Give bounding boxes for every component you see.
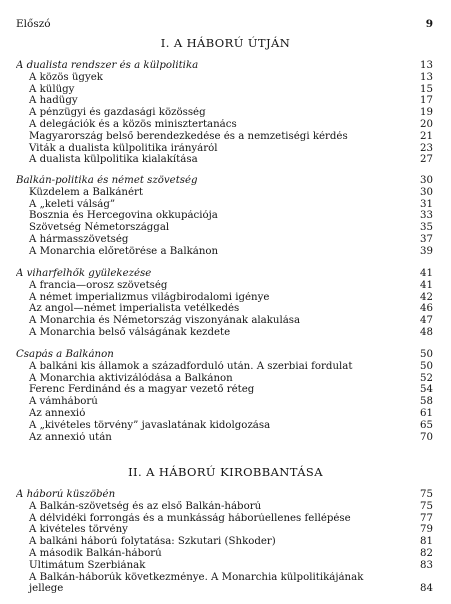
toc-entry: A balkáni kis államok a századforduló után. A szerbiai fordulat 50 — [29, 360, 433, 372]
toc-entry: A hadügy 17 — [29, 95, 433, 107]
toc-entry: A külügy 15 — [29, 83, 433, 95]
toc-section — [16, 489, 433, 595]
toc-entry: A balkáni háború folytatása: Szkutari (Shkoder) 81 — [29, 536, 433, 548]
toc-entry: A közös ügyek 13 — [29, 71, 433, 83]
toc-entry: A dualista külpolitika kialakítása 27 — [29, 154, 433, 166]
toc-entry: A kivételes törvény 79 — [29, 524, 433, 536]
preface-page-number: 9 — [425, 18, 433, 30]
toc-entry: A pénzügyi és gazdasági közösség 19 — [29, 107, 433, 119]
toc-entry: Ferenc Ferdinánd és a magyar vezető réteg 54 — [29, 384, 433, 396]
section-heading: Balkán-politika és német szövetség 30 — [16, 175, 433, 186]
toc-entry: A Balkán-háborúk következménye. A Monarchia külpolitikájának jellege 84 — [29, 571, 433, 595]
toc-entry: A „keleti válság” 31 — [29, 198, 433, 210]
toc-entry: A vámháború 58 — [29, 396, 433, 408]
toc-entry: A francia—orosz szövetség 41 — [29, 279, 433, 291]
toc-entry: Az angol—német imperialista vetélkedés 46 — [29, 303, 433, 315]
toc-entry: Viták a dualista külpolitika irányáról 23 — [29, 142, 433, 154]
toc-entry: A Monarchia és Németország viszonyának alakulása 47 — [29, 315, 433, 327]
toc-entry: Magyarország belső berendezkedése és a nemzetiségi kérdés 21 — [29, 130, 433, 142]
toc-entry: A Balkán-szövetség és az első Balkán-háború 75 — [29, 500, 433, 512]
section-heading: A dualista rendszer és a külpolitika 13 — [16, 60, 433, 71]
toc-entry: Az annexió után 70 — [29, 431, 433, 443]
toc-section — [16, 175, 433, 258]
section-heading: A háború küszöbén 75 — [16, 489, 433, 500]
preface-title: Előszó — [16, 18, 51, 30]
toc-section — [16, 60, 433, 166]
page-header — [16, 18, 433, 30]
toc-entry: A német imperializmus világbirodalomi igénye 42 — [29, 291, 433, 303]
toc-entry: A Monarchia belső válságának kezdete 48 — [29, 326, 433, 338]
section-heading: A viharfelhők gyülekezése 41 — [16, 268, 433, 279]
toc-entry: A delegációk és a közös minisztertanács 20 — [29, 118, 433, 130]
toc-entry: Ultimátum Szerbiának 83 — [29, 559, 433, 571]
toc-entry: A Monarchia előretörése a Balkánon 39 — [29, 245, 433, 257]
toc-entry: A hármasszövetség 37 — [29, 233, 433, 245]
toc-entry: A Monarchia aktivizálódása a Balkánon 52 — [29, 372, 433, 384]
section-heading: Csapás a Balkánon 50 — [16, 349, 433, 360]
toc-entry: Az annexió 61 — [29, 407, 433, 419]
part-title: I. A HÁBORÚ ÚTJÁN — [160, 36, 291, 50]
toc-section — [16, 349, 433, 443]
toc-entry: A második Balkán-háború 82 — [29, 547, 433, 559]
toc-entry: A délvidéki forrongás és a munkásság háborúellenes fellépése 77 — [29, 512, 433, 524]
toc-entry: Küzdelem a Balkánért 30 — [29, 186, 433, 198]
toc-section — [16, 268, 433, 339]
part-title: II. A HÁBORÚ KIROBBANTÁSA — [128, 465, 323, 479]
toc-entry: Bosznia és Hercegovina okkupációja 33 — [29, 210, 433, 222]
toc-entry: A „kivételes törvény” javaslatának kidolgozása 65 — [29, 419, 433, 431]
toc-entry: Szövetség Németországgal 35 — [29, 222, 433, 234]
